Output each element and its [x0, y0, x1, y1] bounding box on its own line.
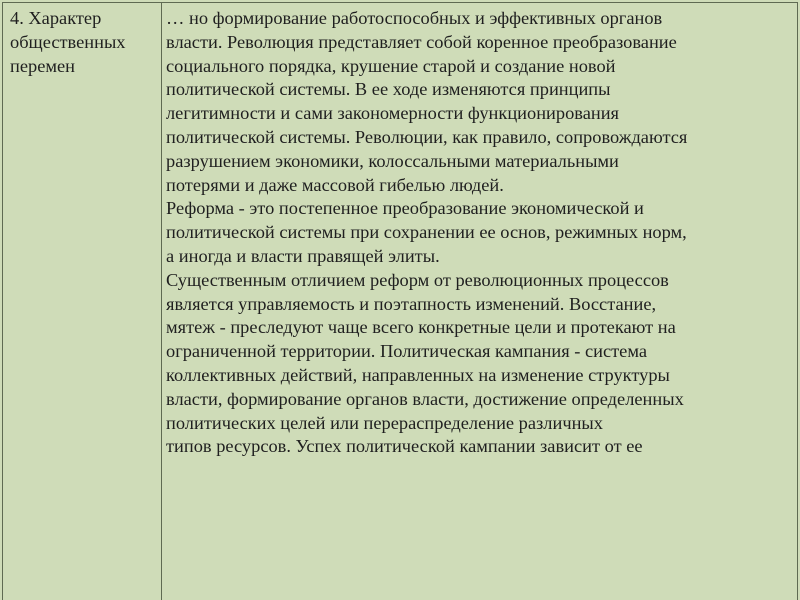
right-cell-line-14: мятеж - преследуют чаще всего конкретные цели и протекают на [166, 317, 676, 338]
right-cell-line-6: политической системы. Революции, как правило, сопровождаются [166, 126, 688, 147]
right-cell-line-13: является управляемость и поэтапность изменений. Восстание, [166, 293, 657, 314]
table-row [3, 3, 798, 600]
content-table [2, 2, 798, 600]
left-cell-line-2: общественных [10, 31, 126, 52]
left-cell-line-1: 4. Характер [10, 8, 102, 28]
right-cell-line-18: политических целей или перераспределение различных [166, 412, 603, 433]
right-cell-line-1: … но формирование работоспособных и эффективных органов [166, 8, 663, 28]
right-cell-line-5: легитимности и сами закономерности функционирования [166, 103, 620, 124]
right-cell-line-12: Существенным отличием реформ от революционных процессов [166, 269, 669, 290]
right-cell-line-8: потерями и даже массовой гибелью людей. [166, 174, 504, 195]
right-cell-line-15: ограниченной территории. Политическая кампания - система [166, 341, 648, 362]
right-cell [162, 3, 798, 600]
left-cell [3, 3, 162, 600]
right-cell-line-10: политической системы при сохранении ее основ, режимных норм, [166, 222, 687, 243]
right-cell-line-4: политической системы. В ее ходе изменяются принципы [166, 79, 611, 100]
right-cell-line-9: Реформа - это постепенное преобразование экономической и [166, 198, 644, 219]
right-cell-line-3: социального порядка, крушение старой и создание новой [166, 55, 616, 76]
right-cell-line-7: разрушением экономики, колоссальными материальными [166, 150, 619, 171]
right-cell-line-11: а иногда и власти правящей элиты. [166, 245, 440, 266]
right-cell-line-16: коллективных действий, направленных на изменение структуры [166, 364, 670, 385]
right-cell-line-17: власти, формирование органов власти, достижение определенных [166, 388, 684, 409]
right-cell-line-19: типов ресурсов. Успех политической кампании зависит от ее [166, 436, 643, 457]
left-cell-line-3: перемен [10, 55, 76, 76]
right-cell-line-2: власти. Революция представляет собой коренное преобразование [166, 31, 677, 52]
